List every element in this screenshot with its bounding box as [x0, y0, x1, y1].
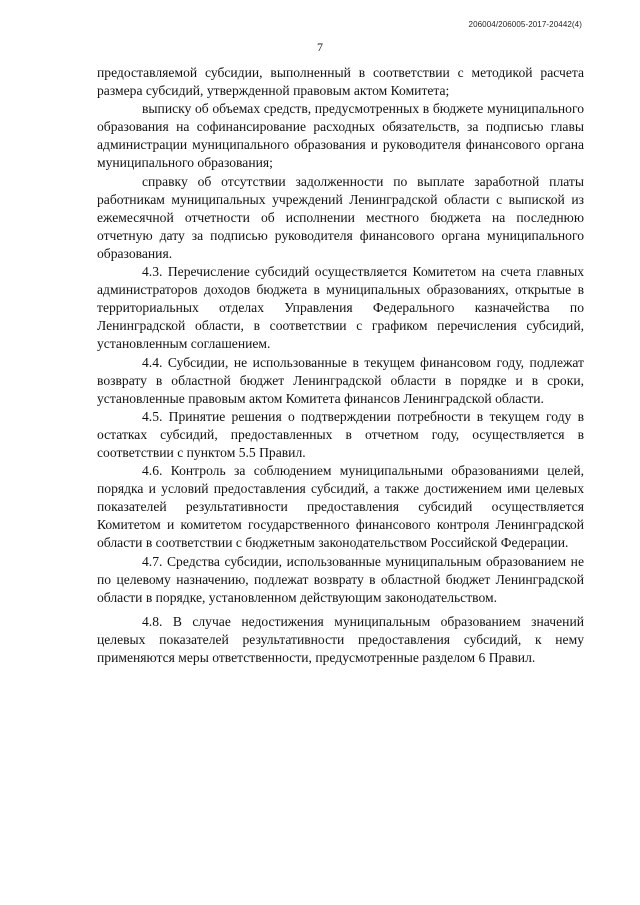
paragraph-4-7: 4.7. Средства субсидии, использованные муниципальным образованием не по целевому назначению, подлежат возврату в областной бюджет Ленинградской области в порядке, установленном действующим законодательством.	[97, 553, 584, 605]
paragraph-4-5: 4.5. Принятие решения о подтверждении потребности в текущем году в остатках субсидий, предоставленных в отчетном году, осуществляется в соответствии с пунктом 5.5 Правил.	[97, 408, 584, 460]
document-body	[97, 64, 584, 667]
paragraph-budget-statement: выписку об объемах средств, предусмотренных в бюджете муниципального образования на софинансирование расходных обязательств, за подписью главы администрации муниципального образования и руководителя финансового органа муниципального образования;	[97, 101, 584, 171]
paragraph-4-6: 4.6. Контроль за соблюдением муниципальными образованиями целей, порядка и условий предоставления субсидий, а также достижением ими целевых показателей результативности предоставления субсидий осуществляется Комитетом и комитетом государственного финансового контроля Ленинградской области в соответствии с бюджетным законодательством Российской Федерации.	[97, 463, 584, 551]
paragraph-4-4: 4.4. Субсидии, не использованные в текущем финансовом году, подлежат возврату в областной бюджет Ленинградской области в порядке и в сроки, установленные правовым актом Комитета финансов Ленинградской области.	[97, 354, 584, 406]
document-registration-number: 206004/206005-2017-20442(4)	[468, 20, 582, 29]
paragraph-continuation: предоставляемой субсидии, выполненный в соответствии с методикой расчета размера субсидий, утвержденной правовым актом Комитета;	[97, 65, 584, 99]
paragraph-4-8: 4.8. В случае недостижения муниципальным образованием значений целевых показателей результативности предоставления субсидий, к нему применяются меры ответственности, предусмотренные разделом 6 Правил.	[97, 613, 584, 665]
paragraph-debt-certificate: справку об отсутствии задолженности по выплате заработной платы работникам муниципальных учреждений Ленинградской области с выпиской из ежемесячной отчетности об исполнении местного бюджета на последнюю отчетную дату за подписью руководителя финансового органа муниципального образования.	[97, 173, 584, 261]
paragraph-4-3: 4.3. Перечисление субсидий осуществляется Комитетом на счета главных администраторов доходов бюджета в муниципальных образованиях, открытые в территориальных отделах Управления Федерального казначейства по Ленинградской области, в соответствии с графиком перечисления субсидий, установленным соглашением.	[97, 264, 584, 352]
page-number: 7	[317, 40, 323, 54]
